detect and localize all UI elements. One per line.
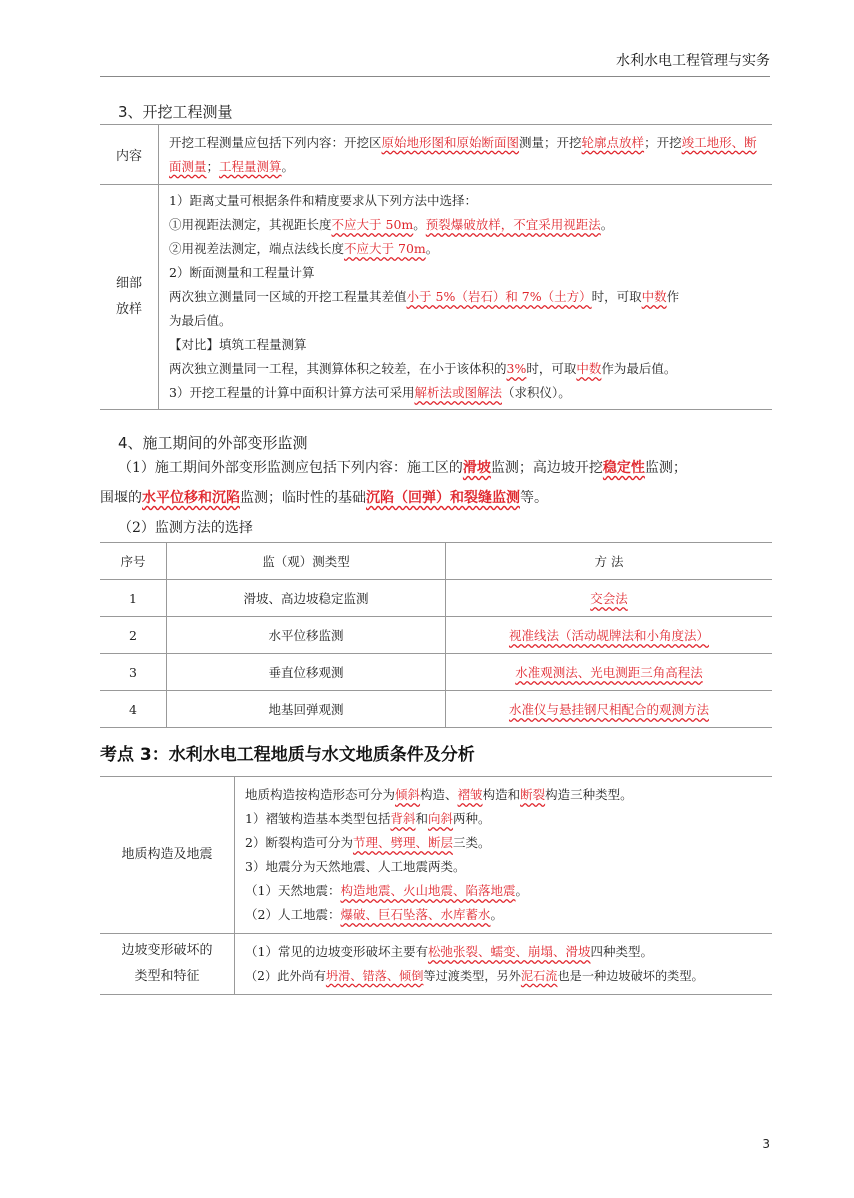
table-row: 1 滑坡、高边坡稳定监测 交会法 [100,580,772,617]
table-row: 2 水平位移监测 视准线法（活动觇牌法和小角度法） [100,617,772,654]
col-header-no: 序号 [100,543,167,580]
row-key-slope: 边坡变形破坏的 类型和特征 [100,934,235,995]
row-key-geology: 地质构造及地震 [100,777,235,934]
monitoring-method-table [100,542,772,728]
row-key-stakeout: 细部 放样 [100,185,159,410]
table-row: 3 垂直位移观测 水准观测法、光电测距三角高程法 [100,654,772,691]
survey-table [100,124,772,410]
section-3-heading: 3、开挖工程测量 [118,103,233,121]
col-header-method: 方 法 [446,543,773,580]
row-value-geology: 地质构造按构造形态可分为倾斜构造、褶皱构造和断裂构造三种类型。 1）褶皱构造基本类型包括背斜和向斜两种。 2）断裂构造可分为节理、劈理、断层三类。 3）地震分为天然地震、人工地震两类。 （1）天然地震：构造地震、火山地震、陷落地震。 （2）人工地震：爆破、巨石坠落、水库蓄水。 [235,777,773,934]
page-number: 3 [762,1137,770,1151]
section-4-heading: 4、施工期间的外部变形监测 [118,434,308,452]
geology-table [100,776,772,995]
running-header-title: 水利水电工程管理与实务 [616,53,770,69]
row-value-content: 开挖工程测量应包括下列内容：开挖区原始地形图和原始断面图测量；开挖轮廓点放样；开挖竣工地形、断面测量；工程量测算。 [159,125,773,185]
row-key-content: 内容 [100,125,159,185]
row-value-stakeout: 1）距离丈量可根据条件和精度要求从下列方法中选择： ①用视距法测定，其视距长度不应大于 50m。预裂爆破放样，不宜采用视距法。 ②用视差法测定，端点法线长度不应大于 70m。 2）断面测量和工程量计算 两次独立测量同一区域的开挖工程量其差值小于 5%（岩石）和 7%（土方）时，可取中数作 为最后值。 【对比】填筑工程量测算 两次独立测量同一工程，其测算体积之较差，在小于该体积的3%时，可取中数作为最后值。 3）开挖工程量的计算中面积计算方法可采用解析法或图解法（求积仪）。 [159,185,773,410]
kaodian-3-title: 考点 3：水利水电工程地质与水文地质条件及分析 [100,745,475,765]
header-rule [100,76,770,77]
row-value-slope: （1）常见的边坡变形破坏主要有松弛张裂、蠕变、崩塌、滑坡四种类型。 （2）此外尚有坍滑、错落、倾倒等过渡类型，另外泥石流也是一种边坡破坏的类型。 [235,934,773,995]
col-header-type: 监（观）测类型 [167,543,446,580]
table-row: 4 地基回弹观测 水准仪与悬挂钢尺相配合的观测方法 [100,691,772,728]
section-4-paragraph: （1）施工期间外部变形监测应包括下列内容：施工区的滑坡监测；高边坡开挖稳定性监测； 围堰的水平位移和沉陷监测；临时性的基础沉陷（回弹）和裂缝监测等。 （2）监测方法的选择 [100,460,687,536]
